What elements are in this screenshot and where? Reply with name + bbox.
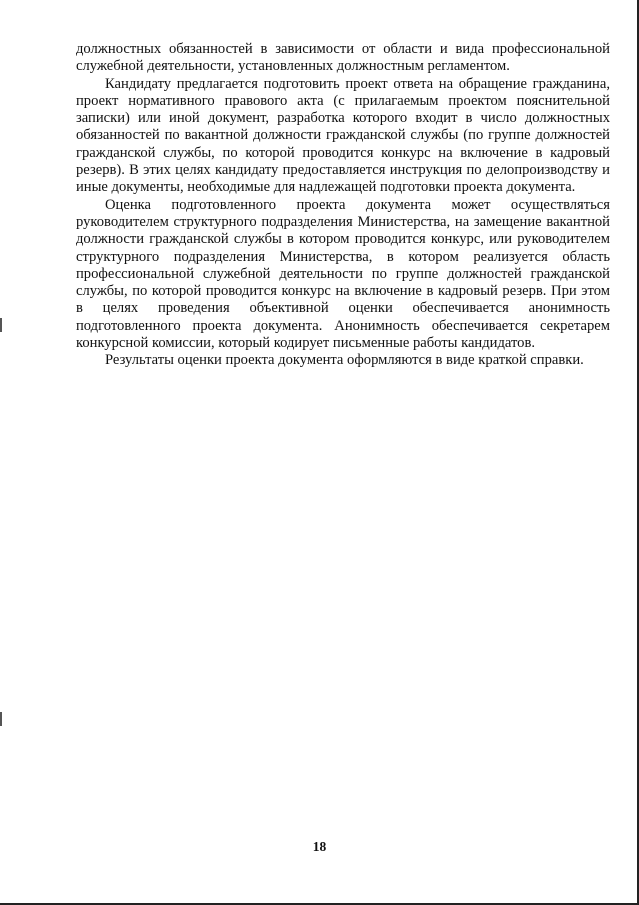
paragraph-evaluation: Оценка подготовленного проекта документа может осуществляться руководителем структурного подразделения Министерства, на замещение вакантной должности гражданской службы в котором проводится конкурс, или руководителем структурного подразделения Министерства, в котором реализуется область профессиональной служебной деятельности по группе должностей гражданской службы, по которой проводится конкурс на включение в кадровый резерв. При этом в целях проведения объективной оценки обеспечивается анонимность подготовленного проекта документа. Анонимность обеспечивается секретарем конкурсной комиссии, который кодирует письменные работы кандидатов. bbox=[76, 196, 610, 352]
scan-margin-mark bbox=[0, 712, 2, 726]
body-text bbox=[76, 41, 610, 370]
paragraph-results: Результаты оценки проекта документа оформляются в виде краткой справки. bbox=[105, 352, 584, 369]
paragraph-continuation: должностных обязанностей в зависимости от области и вида профессиональной служебной деятельности, установленных должностным регламентом. bbox=[76, 41, 610, 75]
paragraph-candidate-task: Кандидату предлагается подготовить проект ответа на обращение гражданина, проект нормативного правового акта (с прилагаемым проектом пояснительной записки) или иной документ, разработка которого входит в число должностных обязанностей по вакантной должности гражданской службы (по группе должностей гражданской службы, по которой проводится конкурс на включение в кадровый резерв). В этих целях кандидату предоставляется инструкция по делопроизводству и иные документы, необходимые для надлежащей подготовки проекта документа. bbox=[76, 75, 610, 196]
scan-margin-mark bbox=[0, 318, 2, 332]
page-number: 18 bbox=[312, 839, 327, 854]
